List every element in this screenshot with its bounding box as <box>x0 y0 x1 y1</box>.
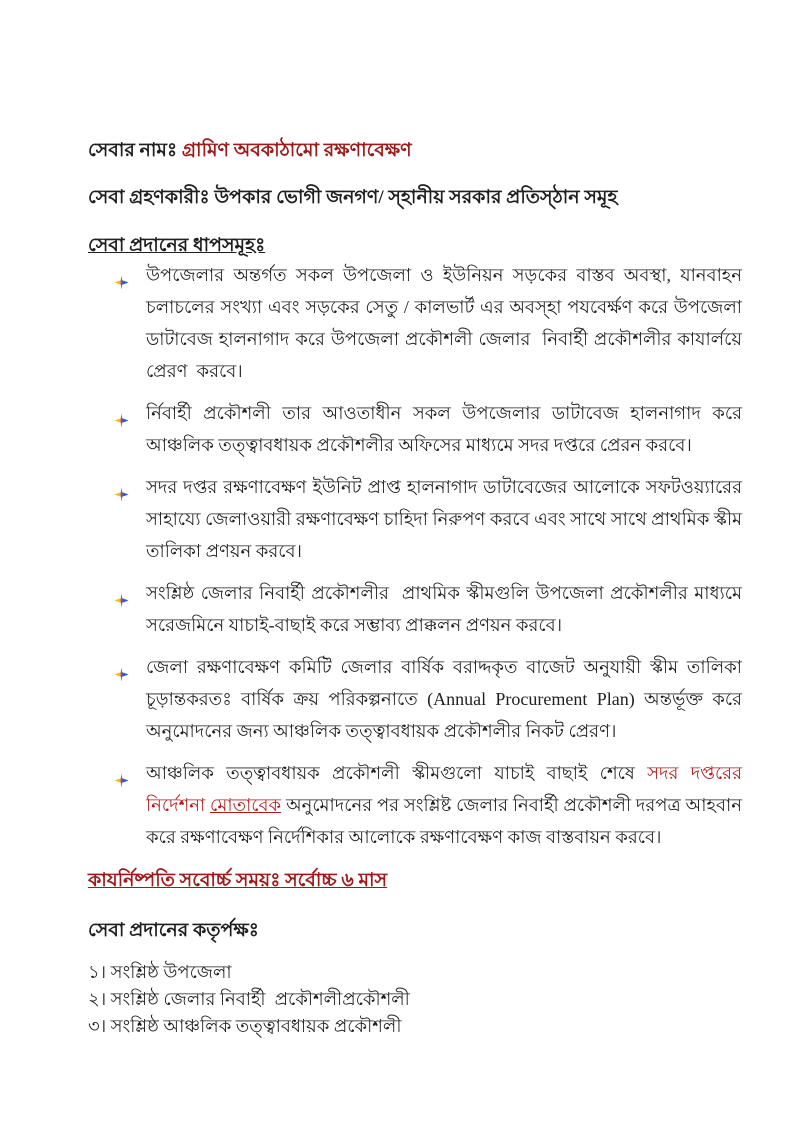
multicolor-down-arrow-icon <box>114 766 129 781</box>
step-text: সংশ্লিষ্ঠ জেলার নিবার্হী প্রকৌশলীর প্রাথমিক স্কীমগুলি উপজেলা প্রকৌশলীর মাধ্যমে সরেজমিনে যাচাই-বাছাই করে সম্ভাব্য প্রাক্কলন প্রণয়ন করবে। <box>146 583 747 635</box>
authority-section-heading: সেবা প্রদানের কতৃর্পক্ষঃ <box>88 920 259 941</box>
authority-item-1: ১। সংশ্লিষ্ঠ উপজেলা <box>88 962 232 982</box>
step-item-1 <box>88 259 747 387</box>
authority-item-2: ২। সংশ্লিষ্ঠ জেলার নিবার্হী প্রকৌশলীপ্রকৌশলী <box>88 989 410 1009</box>
service-name-line <box>88 138 742 164</box>
steps-list <box>88 259 747 853</box>
step-item-3 <box>88 471 747 567</box>
service-name-value: গ্রামিণ অবকাঠামো রক্ষণাবেক্ষণ <box>181 140 412 161</box>
step-item-5 <box>88 651 747 747</box>
step-text: জেলা রক্ষণাবেক্ষণ কমিটি জেলার বার্ষিক বরাদ্দকৃত বাজেট অনুযায়ী স্কীম তালিকা চূড়ান্তকরতঃ বার্ষিক ক্রয় পরিকল্পনাতে (Annual Procurement Plan) অন্তর্ভূক্ত করে অনুমোদনের জন্য আঞ্চলিক তত্ত্বাবধায়ক প্রকৌশলীর নিকট প্রেরণ। <box>146 657 747 741</box>
step-text-red-segment: সদর দপ্তরের নির্দেশনা <box>146 763 747 815</box>
steps-section-heading <box>88 233 742 259</box>
multicolor-down-arrow-icon <box>114 406 129 421</box>
service-recipient-line <box>88 185 742 211</box>
step-text: সদর দপ্তর রক্ষণাবেক্ষণ ইউনিট প্রাপ্ত হালনাগাদ ডাটাবেজের আলোকে সফটওয়্যারের সাহায্যে জেলাওয়ারী রক্ষণাবেক্ষণ চাহিদা নিরুপণ করবে এবং সাথে সাথে প্রাথমিক স্কীম তালিকা প্রণয়ন করবে। <box>146 477 747 561</box>
step-text-red-underlined-segment: মোতাবেক <box>210 795 282 815</box>
completion-time-heading: কাযর্নিষ্পতি সবোর্চ্চ সময়ঃ সর্বোচ্চ ৬ মাস <box>88 870 388 891</box>
steps-heading-text: সেবা প্রদানের ধাপসমূহঃ <box>88 235 266 256</box>
service-recipient-value: উপকার ভোগী জনগণ/ স্হানীয় সরকার প্রতিস্ঠান সমূহ <box>214 187 618 208</box>
step-text-segment: অনুমোদনের পর সংশ্লিষ্ট জেলার নিবার্হী প্রকৌশলী দরপত্র আহবান করে রক্ষণাবেক্ষণ নির্দেশিকার আলোকে রক্ষণাবেক্ষণ কাজ বাস্তবায়ন করবে। <box>146 795 747 847</box>
step-item-6 <box>88 757 747 853</box>
multicolor-down-arrow-icon <box>114 268 129 283</box>
step-text: র্নিবার্হী প্রকৌশলী তার আওতাধীন সকল উপজেলার ডাটাবেজ হালনাগাদ করে আঞ্চলিক তত্ত্বাবধায়ক প্রকৌশলীর অফিসের মাধ্যমে সদর দপ্তরে প্রেরন করবে। <box>146 403 747 455</box>
service-recipient-label: সেবা গ্রহণকারীঃ <box>88 187 215 208</box>
step-item-2 <box>88 397 747 461</box>
authority-list <box>88 959 742 1040</box>
step-item-4 <box>88 577 747 641</box>
multicolor-down-arrow-icon <box>114 660 129 675</box>
multicolor-down-arrow-icon <box>114 480 129 495</box>
step-text-segment: আঞ্চলিক তত্ত্বাবধায়ক প্রকৌশলী স্কীমগুলো যাচাই বাছাই শেষে <box>146 763 648 783</box>
multicolor-down-arrow-icon <box>114 586 129 601</box>
step-text: উপজেলার অন্তর্গত সকল উপজেলা ও ইউনিয়ন সড়কের বাস্তব অবস্থা, যানবাহন চলাচলের সংখ্যা এবং সড়কের সেতু / কালভার্ট এর অবস্হা পযবের্ক্ষণ করে উপজেলা ডাটাবেজ হালনাগাদ করে উপজেলা প্রকৌশলী জেলার নিবার্হী প্রকৌশলীর কাযার্লয়ে প্রেরণ করবে। <box>146 265 747 381</box>
authority-item-3: ৩। সংশ্লিষ্ঠ আঞ্চলিক তত্ত্বাবধায়ক প্রকৌশলী <box>88 1016 402 1036</box>
service-name-label: সেবার নামঃ <box>88 140 182 161</box>
